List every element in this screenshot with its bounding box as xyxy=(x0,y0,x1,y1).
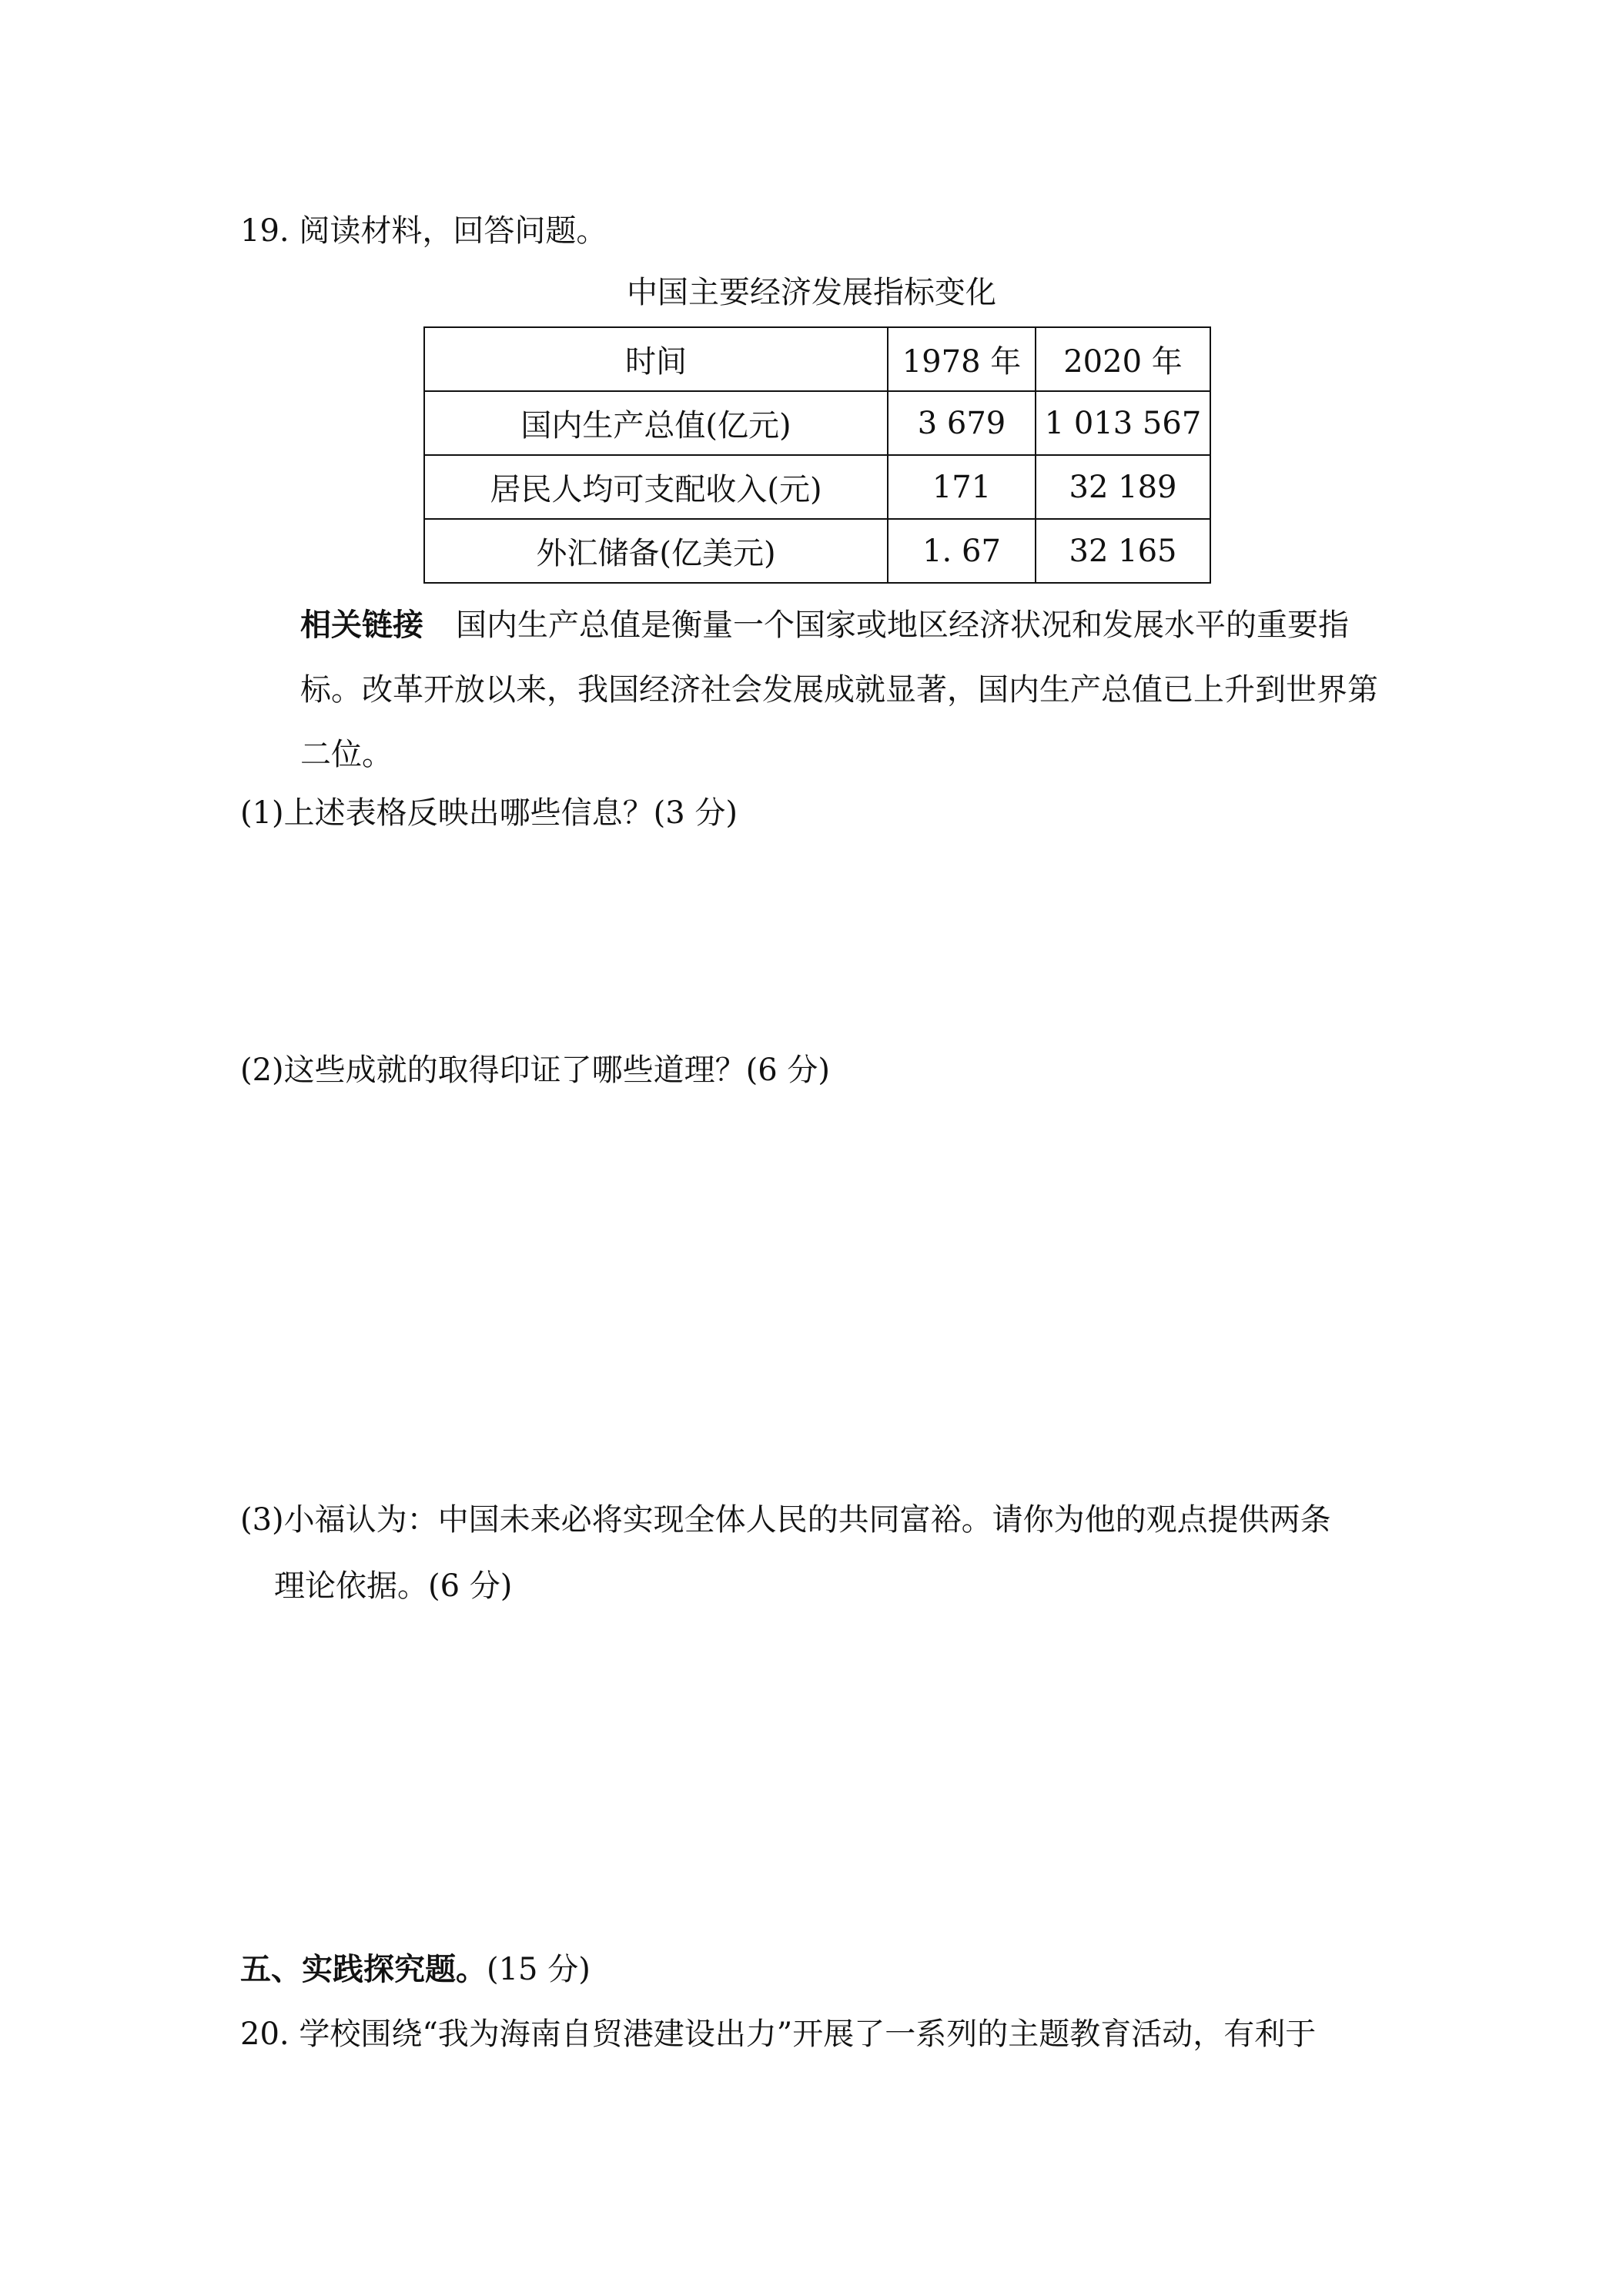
table-header-cell: 时间 xyxy=(424,327,888,391)
related-link-text: 国内生产总值是衡量一个国家或地区经济状况和发展水平的重要指标。改革开放以来，我国经济社会发展成就显著，国内生产总值已上升到世界第二位。 xyxy=(300,607,1378,772)
table-cell: 1 013 567 xyxy=(1036,391,1210,455)
table-header-row xyxy=(424,327,1210,391)
question-19-title: 19. 阅读材料，回答问题。 xyxy=(240,213,607,249)
table-cell: 32 189 xyxy=(1036,455,1210,519)
question-2: (2)这些成就的取得印证了哪些道理？(6 分) xyxy=(240,1053,831,1088)
table-cell: 3 679 xyxy=(888,391,1036,455)
question-1: (1)上述表格反映出哪些信息？(3 分) xyxy=(240,795,738,831)
question-3-line-2: 理论依据。(6 分) xyxy=(274,1568,513,1604)
section-5-heading xyxy=(240,1948,591,1991)
table-cell: 居民人均可支配收入(元) xyxy=(424,455,888,519)
related-link-label: 相关链接 xyxy=(300,607,423,643)
question-20: 20. 学校围绕“我为海南自贸港建设出力”开展了一系列的主题教育活动，有利于 xyxy=(240,2017,1317,2052)
table-header-cell: 2020 年 xyxy=(1036,327,1210,391)
table-cell: 外汇储备(亿美元) xyxy=(424,519,888,583)
related-link-paragraph xyxy=(300,593,1394,787)
table-row xyxy=(424,519,1210,583)
table-row xyxy=(424,455,1210,519)
table-caption: 中国主要经济发展指标变化 xyxy=(627,275,996,310)
table-cell: 32 165 xyxy=(1036,519,1210,583)
table-row xyxy=(424,391,1210,455)
table-cell: 1. 67 xyxy=(888,519,1036,583)
section-5-score: (15 分) xyxy=(487,1952,591,1987)
table-header-cell: 1978 年 xyxy=(888,327,1036,391)
table-cell: 171 xyxy=(888,455,1036,519)
economic-indicators-table xyxy=(423,326,1211,584)
section-5-title: 五、实践探究题。 xyxy=(240,1951,487,1987)
table-cell: 国内生产总值(亿元) xyxy=(424,391,888,455)
question-3-line-1: (3)小福认为：中国未来必将实现全体人民的共同富裕。请你为他的观点提供两条 xyxy=(240,1502,1331,1538)
